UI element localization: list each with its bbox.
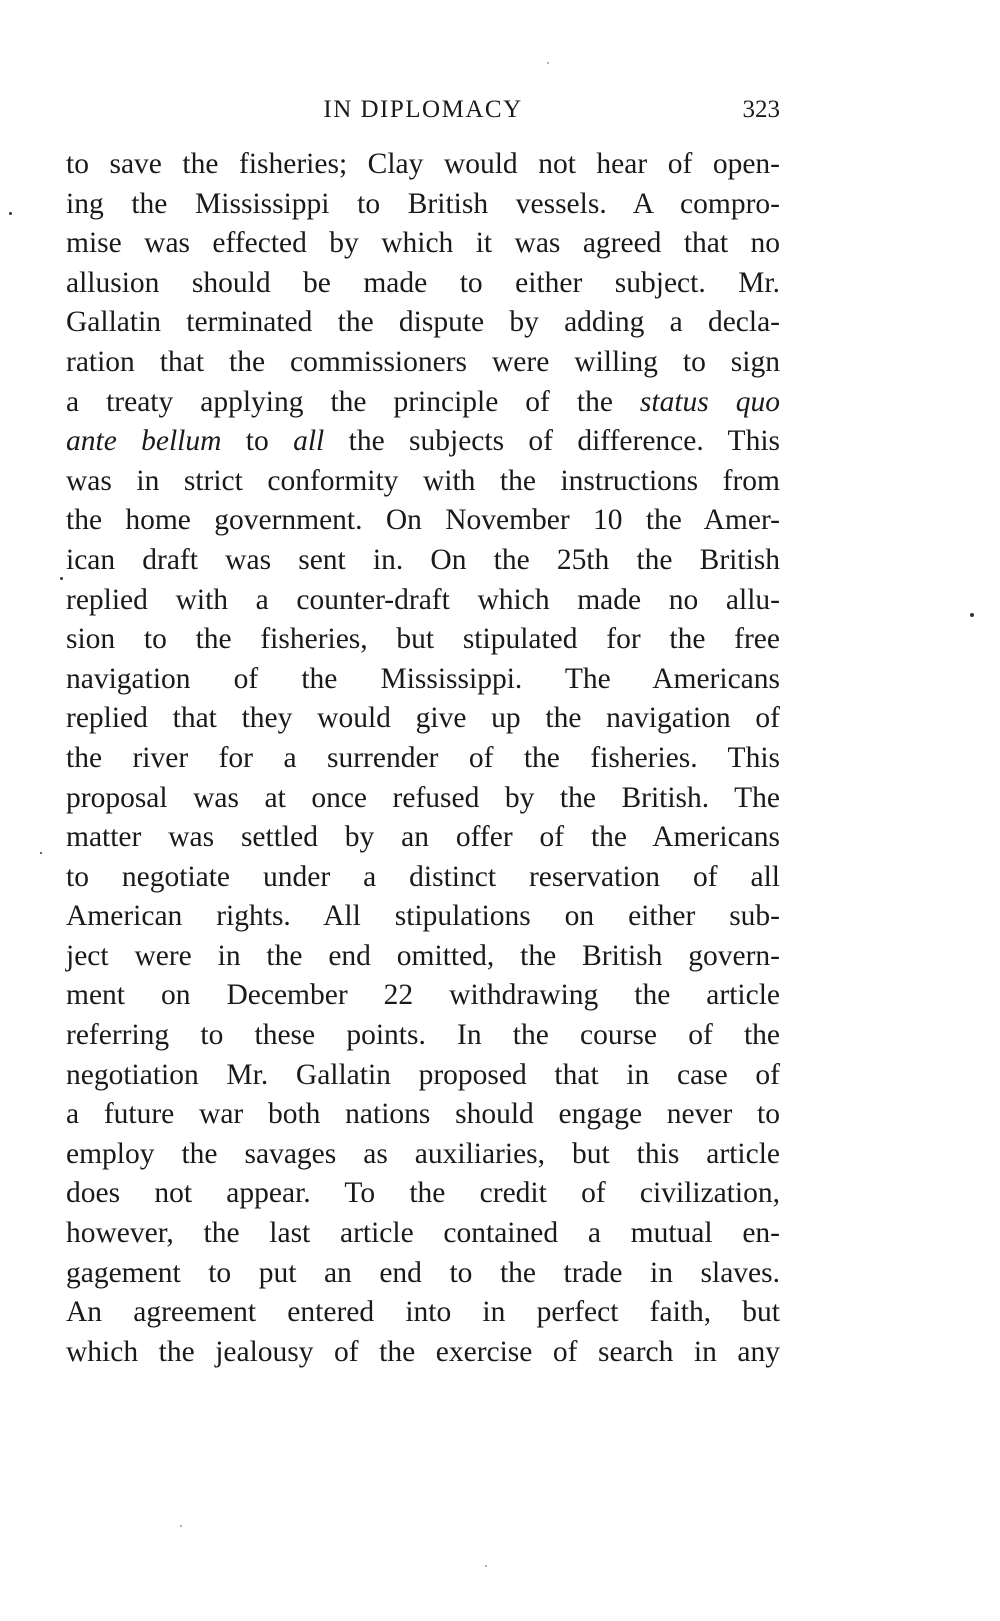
running-head: IN DIPLOMACY: [323, 96, 523, 123]
scan-speck: [547, 62, 549, 64]
text-line: employ the savages as auxiliaries, but this article: [66, 1137, 780, 1170]
text-line: the river for a surrender of the fisheries. This: [66, 741, 780, 774]
text-line: does not appear. To the credit of civilization,: [66, 1177, 780, 1210]
scan-speck: [485, 1565, 487, 1567]
text-line: proposal was at once refused by the British. The: [66, 781, 780, 814]
scan-speck: [970, 613, 974, 617]
text-line: ration that the commissioners were willing to sign: [66, 345, 780, 378]
scan-speck: [180, 1525, 182, 1527]
text-line: mise was effected by which it was agreed that no: [66, 227, 780, 260]
text-line: to save the fisheries; Clay would not hear of open-: [66, 148, 780, 180]
text-line: [66, 422, 780, 462]
text-line: however, the last article contained a mutual en-: [66, 1217, 780, 1250]
text-line: to negotiate under a distinct reservation of all: [66, 860, 780, 893]
italic-phrase: ante bellum: [66, 425, 222, 458]
text-line: was in strict conformity with the instructions from: [66, 464, 780, 497]
italic-word: all: [293, 425, 325, 458]
text-line: replied with a counter-draft which made no allu-: [66, 583, 780, 616]
text-line: referring to these points. In the course of the: [66, 1019, 780, 1052]
text-segment: a treaty applying the principle of the: [66, 385, 613, 418]
text-line: a future war both nations should engage never to: [66, 1098, 780, 1131]
page-number: 323: [742, 96, 780, 123]
text-line: ing the Mississippi to British vessels. A compro-: [66, 187, 780, 220]
text-line: allusion should be made to either subject. Mr.: [66, 266, 780, 299]
scan-speck: [40, 852, 42, 854]
text-line: the home government. On November 10 the Amer-: [66, 504, 780, 537]
text-line: gagement to put an end to the trade in slaves.: [66, 1256, 780, 1289]
text-line: [66, 383, 780, 423]
body-text: [66, 145, 780, 1372]
text-segment: to: [245, 425, 269, 458]
text-line: which the jealousy of the exercise of search in any: [66, 1335, 780, 1368]
text-line: ican draft was sent in. On the 25th the British: [66, 543, 780, 576]
text-line: replied that they would give up the navigation of: [66, 702, 780, 735]
scan-speck: [60, 577, 63, 580]
text-segment: the subjects of difference. This: [348, 425, 780, 458]
text-line: ject were in the end omitted, the British govern-: [66, 939, 780, 972]
text-line: navigation of the Mississippi. The Americans: [66, 662, 780, 695]
text-line: matter was settled by an offer of the Americans: [66, 821, 780, 854]
text-line: An agreement entered into in perfect faith, but: [66, 1296, 780, 1329]
scan-speck: [9, 212, 12, 215]
text-line: ment on December 22 withdrawing the article: [66, 979, 780, 1012]
text-line: sion to the fisheries, but stipulated for the free: [66, 623, 780, 656]
text-line: American rights. All stipulations on either sub-: [66, 900, 780, 933]
italic-phrase: status quo: [639, 385, 781, 418]
text-line: negotiation Mr. Gallatin proposed that in case of: [66, 1058, 780, 1091]
text-line: Gallatin terminated the dispute by adding a decla-: [66, 306, 780, 339]
page-header: [66, 92, 780, 128]
